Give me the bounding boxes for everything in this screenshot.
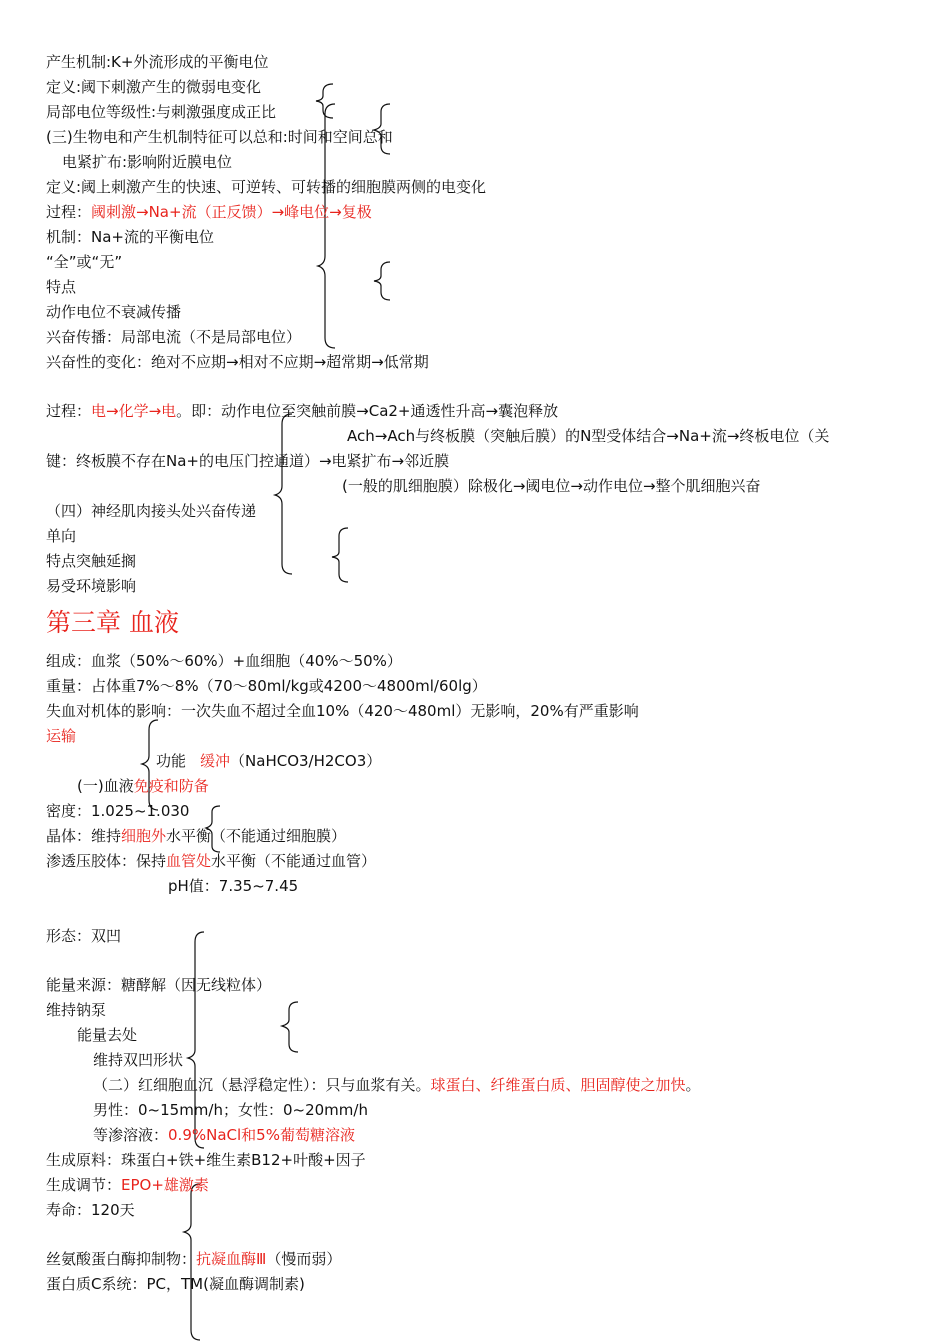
electrotonic-line: 电紧扩布:影响附近膜电位	[62, 153, 233, 171]
nmj-process-line	[46, 401, 558, 421]
antithrombin-rest: （慢而弱）	[266, 1250, 342, 1268]
endplate-line: 键：终板膜不存在Na+的电压门控通道）→电紧扩布→邻近膜	[46, 452, 450, 470]
nmj-process-rest: 。即：动作电位至突触前膜→Ca2+通透性升高→囊泡释放	[176, 402, 559, 420]
depolarization-line: (一般的肌细胞膜）除极化→阈电位→动作电位→整个肌细胞兴奋	[342, 477, 761, 495]
composition-line: 组成：血浆（50%～60%）+血细胞（40%～50%）	[46, 652, 402, 670]
function-buffer-line	[156, 751, 381, 771]
blood-immunity-line	[77, 776, 209, 796]
colloid-osmotic-line	[46, 851, 376, 871]
crystal-red: 细胞外	[121, 827, 167, 845]
excitation-propagation-line: 兴奋传播：局部电流（不是局部电位）	[46, 328, 302, 346]
regulation-red: EPO+雄激素	[121, 1176, 209, 1194]
buffer-rest: （NaHCO3/H2CO3）	[230, 752, 382, 770]
environment-line: 易受环境影响	[46, 577, 137, 595]
excitability-change-line: 兴奋性的变化：绝对不应期→相对不应期→超常期→低常期	[46, 353, 429, 371]
chapter-title: 第三章 血液	[46, 608, 179, 637]
action-potential-definition: 定义:阈上刺激产生的快速、可逆转、可转播的细胞膜两侧的电变化	[46, 178, 487, 196]
unidirectional-line: 单向	[46, 527, 77, 545]
brace-local-potential	[316, 84, 333, 118]
crystal-rest: 水平衡（不能通过细胞膜）	[166, 827, 347, 845]
buffer-red: 缓冲	[200, 752, 231, 770]
features-line: 特点	[46, 278, 77, 296]
shape-line: 形态：双凹	[46, 927, 122, 945]
synaptic-delay-line: 特点突触延搁	[46, 552, 137, 570]
isotonic-label: 等渗溶液：	[93, 1126, 169, 1144]
antithrombin-red: 抗凝血酶Ⅲ	[196, 1250, 267, 1268]
isotonic-red: 0.9%NaCl和5%葡萄糖溶液	[168, 1126, 355, 1144]
weight-line: 重量：占体重7%～8%（70～80ml/kg或4200～4800ml/60lg）	[46, 677, 487, 695]
blood-loss-line: 失血对机体的影响：一次失血不超过全血10%（420～480ml）无影响，20%有严重影响	[46, 702, 639, 720]
brace-features	[374, 262, 390, 300]
esr-red: 球蛋白、纤维蛋白质、胆固醇使之加快	[430, 1076, 686, 1094]
brace-nmj-features	[332, 528, 348, 582]
regulation-line	[46, 1175, 209, 1195]
regulation-label: 生成调节：	[46, 1176, 122, 1194]
colloid-label: 渗透压胶体：保持	[46, 852, 167, 870]
lifespan-line: 寿命：120天	[46, 1201, 135, 1219]
esr-end: 。	[685, 1076, 701, 1094]
ach-line: Ach→Ach与终板膜（突触后膜）的N型受体结合→Na+流→终板电位（关	[347, 427, 830, 445]
protein-c-line: 蛋白质C系统：PC，TM(凝血酶调制素)	[46, 1275, 305, 1293]
nmj-process-label: 过程：	[46, 402, 92, 420]
function-label: 功能	[156, 752, 187, 770]
nmj-heading-line: （四）神经肌肉接头处兴奋传递	[46, 502, 257, 520]
all-or-none-line: “全”或“无”	[46, 253, 123, 271]
crystal-label: 晶体：维持	[46, 827, 122, 845]
sodium-pump-line: 维持钠泵	[46, 1001, 107, 1019]
serine-protease-line	[46, 1249, 341, 1269]
blood-label: (一)血液	[77, 777, 134, 795]
immunity-red: 免疫和防备	[133, 777, 209, 795]
definition-line: 定义:阈下刺激产生的微弱电变化	[46, 78, 262, 96]
process-line	[46, 202, 372, 222]
density-line: 密度：1.025~1.030	[46, 802, 190, 820]
biconcave-line: 维持双凹形状	[93, 1051, 184, 1069]
mechanism-na-line: 机制：Na+流的平衡电位	[46, 228, 214, 246]
raw-materials-line: 生成原料：珠蛋白+铁+维生素B12+叶酸+因子	[46, 1151, 366, 1169]
colloid-red: 血管处	[166, 852, 212, 870]
nmj-process-red: 电→化学→电	[91, 402, 177, 420]
process-red-text: 阈刺激→Na+流（正反馈）→峰电位→复极	[91, 203, 372, 221]
energy-source-line: 能量来源：糖酵解（因无线粒体）	[46, 976, 272, 994]
isotonic-line	[93, 1125, 355, 1145]
esr-label: （二）红细胞血沉（悬浮稳定性）：只与血浆有关。	[93, 1076, 431, 1094]
brace-energy	[282, 1002, 298, 1052]
process-label: 过程：	[46, 203, 92, 221]
ph-line: pH值：7.35~7.45	[168, 877, 299, 895]
local-potential-line: 局部电位等级性:与刺激强度成正比	[46, 103, 277, 121]
esr-values-line: 男性：0~15mm/h；女性：0~20mm/h	[93, 1101, 368, 1119]
non-decrement-line: 动作电位不衰减传播	[46, 303, 182, 321]
crystal-osmotic-line	[46, 826, 346, 846]
colloid-rest: 水平衡（不能通过血管）	[211, 852, 377, 870]
mechanism-line: 产生机制:K+外流形成的平衡电位	[46, 53, 269, 71]
esr-line	[93, 1075, 701, 1095]
energy-use-line: 能量去处	[77, 1026, 138, 1044]
serine-label: 丝氨酸蛋白酶抑制物：	[46, 1250, 197, 1268]
brace-neuromuscular	[275, 414, 292, 574]
bioelectric-summation-line: (三)生物电和产生机制特征可以总和:时间和空间总和	[46, 128, 393, 146]
transport-line: 运输	[46, 727, 77, 745]
